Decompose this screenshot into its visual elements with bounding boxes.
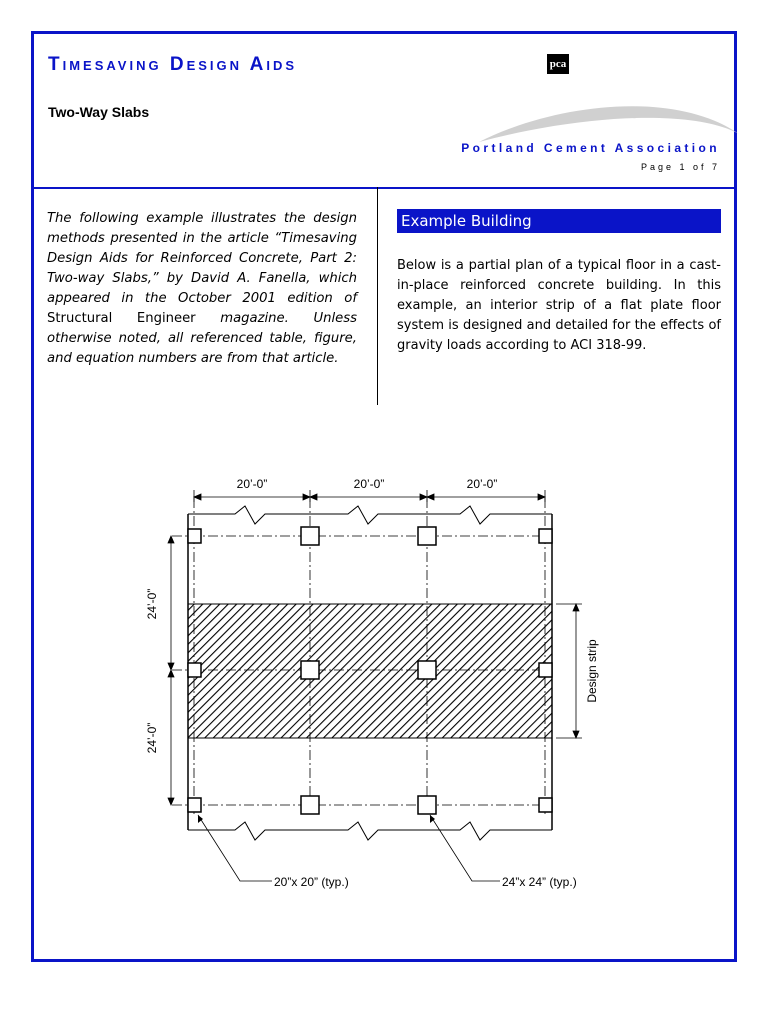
break-line-bottom [188, 822, 552, 840]
column-size-small: 20”x 20” (typ.) [274, 875, 349, 889]
strip-dimension [556, 604, 582, 738]
page-number: Page 1 of 7 [640, 162, 720, 172]
page-subtitle: Two-Way Slabs [48, 104, 150, 120]
span-x-3: 20’-0” [466, 477, 498, 491]
intro-part2: magazine. Unless otherwise noted, all referenced table, figure, and equation numbers are from that article. [47, 311, 357, 366]
pca-logo: pca [547, 54, 569, 74]
span-y-1: 24’-0” [145, 588, 159, 620]
section-heading: Example Building [397, 209, 721, 233]
horizontal-dimensions [194, 490, 545, 502]
design-strip-label: Design strip [585, 639, 599, 703]
intro-part1: The following example illustrates the design methods presented in the article “Timesaving Design Aids for Reinforced Concrete, Part 2: Two-way Slabs,” by David A. Fanella, which appeared in the October 2001 edition of [47, 211, 357, 306]
intro-magazine: Structural Engineer [47, 311, 196, 326]
span-x-2: 20’-0” [353, 477, 385, 491]
column-leaders [198, 815, 500, 881]
span-y-2: 24’-0” [145, 722, 159, 754]
column-size-large: 24”x 24” (typ.) [502, 875, 577, 889]
association-name: Portland Cement Association [461, 141, 720, 155]
break-line-top [188, 506, 552, 524]
vertical-dimensions [168, 536, 174, 805]
span-x-1: 20’-0” [236, 477, 268, 491]
design-strip-hatch [188, 604, 552, 738]
section-text: Below is a partial plan of a typical floor in a cast-in-place reinforced concrete building. In this example, an interior strip of a flat plate floor system is designed and detailed for the effects of gravity loads according to ACI 318-99. [397, 258, 721, 353]
page-title: Timesaving Design Aids [48, 54, 298, 75]
